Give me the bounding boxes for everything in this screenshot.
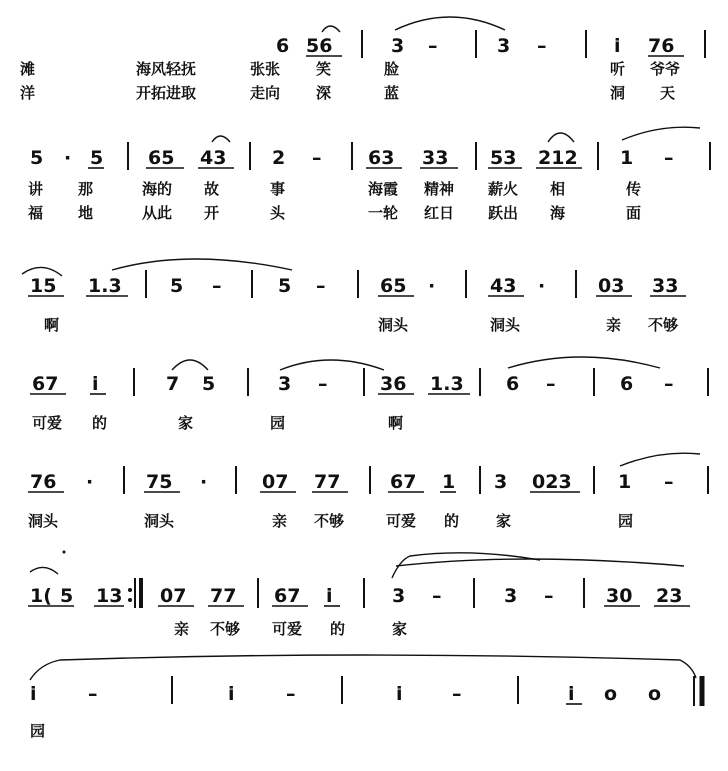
note-group: 07 [160, 585, 187, 607]
note-group: 33 [422, 147, 449, 169]
tie-arc [622, 127, 700, 140]
note: i [614, 35, 621, 57]
note-group: 77 [314, 471, 341, 493]
lyric: 洞头 [144, 512, 175, 530]
note: 3 [392, 585, 406, 607]
note-group: 1( [30, 585, 52, 607]
lyric: 面 [626, 204, 642, 222]
staff-row-3 [22, 259, 686, 334]
note-group: 67 [32, 373, 59, 395]
tie-arc [172, 360, 208, 370]
note-group: 36 [380, 373, 407, 395]
note: 5 [278, 275, 292, 297]
lyric: 开拓进取 [136, 84, 197, 102]
lyric: 地 [78, 204, 94, 222]
lyric: 啊 [44, 316, 60, 334]
dash: – [432, 585, 442, 607]
note: i [326, 585, 333, 607]
lyric: 园 [30, 722, 46, 740]
note: 5 [90, 147, 104, 169]
lyric: 不够 [210, 620, 241, 638]
lyric: 故 [204, 180, 220, 198]
note: i [30, 683, 37, 705]
note: 6 [276, 35, 290, 57]
dot: · [64, 147, 72, 169]
dash: – [316, 275, 326, 297]
note-group: 65 [148, 147, 175, 169]
lyric: 家 [392, 620, 408, 638]
note-group: 43 [490, 275, 517, 297]
note-group: 33 [652, 275, 679, 297]
note: i [228, 683, 235, 705]
lyric: 亲 [606, 316, 622, 334]
tie-arc [508, 357, 660, 368]
note: i [92, 373, 99, 395]
note: 5 [170, 275, 184, 297]
dash: – [452, 683, 462, 705]
staff-row-5 [28, 453, 708, 530]
lyric: 红日 [424, 204, 455, 222]
lyric: 洋 [20, 84, 36, 102]
dot: · [200, 471, 208, 493]
lyric: 脸 [384, 60, 400, 78]
lyric: 那 [78, 180, 94, 198]
note: i [568, 683, 575, 705]
tie-arc [30, 567, 58, 574]
note-group: 212 [538, 147, 578, 169]
lyric: 洞头 [28, 512, 59, 530]
tie-arc [620, 453, 700, 466]
tie-arc [280, 360, 384, 370]
dash: – [88, 683, 98, 705]
lyric: 不够 [648, 316, 679, 334]
tie-arc [548, 133, 574, 142]
dash: – [286, 683, 296, 705]
lyric: 洞 [610, 84, 626, 102]
lyric: 可爱 [32, 414, 63, 432]
dash: – [212, 275, 222, 297]
dash: – [537, 35, 547, 57]
note-group: 43 [200, 147, 227, 169]
lyric: 听 [610, 60, 626, 78]
tie-arc [112, 259, 292, 270]
staff-row-2 [27, 127, 710, 222]
lyric: 可爱 [272, 620, 303, 638]
lyric: 家 [496, 512, 512, 530]
lyric: 海的 [142, 180, 173, 198]
staff-row-1 [20, 17, 705, 102]
lyric: 走向 [250, 84, 281, 102]
note-group: 03 [598, 275, 625, 297]
lyric: 事 [270, 180, 286, 198]
lyric: 海 [550, 204, 566, 222]
rest: o [648, 683, 662, 705]
note-group: 1.3 [88, 275, 122, 297]
lyric: 薪火 [488, 180, 519, 198]
lyric: 滩 [20, 60, 36, 78]
note-group: 53 [490, 147, 517, 169]
note-group: 23 [656, 585, 683, 607]
dash: – [546, 373, 556, 395]
lyric: 蓝 [384, 84, 400, 102]
dash: – [664, 373, 674, 395]
note: 6 [620, 373, 634, 395]
note-group: 07 [262, 471, 289, 493]
note: 3 [391, 35, 405, 57]
note: 3 [278, 373, 292, 395]
note-group: 65 [380, 275, 407, 297]
dash: – [318, 373, 328, 395]
note: 5 [60, 585, 74, 607]
note: i [396, 683, 403, 705]
note-group: 30 [606, 585, 633, 607]
lyric: 头 [270, 204, 286, 222]
lyric: 洞头 [490, 316, 521, 334]
note: 7 [166, 373, 180, 395]
lyric: 跃出 [488, 204, 519, 222]
lyric: 开 [204, 204, 220, 222]
tie-arc [212, 136, 230, 142]
rest: o [604, 683, 618, 705]
dot: · [428, 275, 436, 297]
lyric: 海霞 [368, 180, 399, 198]
lyric: 福 [28, 204, 44, 222]
lyric: 园 [618, 512, 634, 530]
tie-arc [392, 553, 540, 578]
lyric: 亲 [174, 620, 190, 638]
lyric: 洞头 [378, 316, 409, 334]
lyric: 传 [626, 180, 642, 198]
tie-arc [30, 655, 696, 680]
lyric: 海风轻抚 [136, 60, 197, 78]
note: 3 [504, 585, 518, 607]
note: 1 [618, 471, 632, 493]
note-group: 77 [210, 585, 237, 607]
repeat-dot [128, 598, 132, 602]
lyric: 爷爷 [650, 60, 681, 78]
note-group: 63 [368, 147, 395, 169]
lyric: 不够 [314, 512, 345, 530]
dash: – [312, 147, 322, 169]
note: 3 [497, 35, 511, 57]
tie-arc [396, 559, 684, 566]
lyric: 的 [330, 620, 346, 638]
lyric: 笑 [316, 60, 332, 78]
note-group: 13 [96, 585, 123, 607]
note-group: 75 [146, 471, 173, 493]
lyric: 的 [92, 414, 108, 432]
staff-row-7 [30, 655, 702, 740]
repeat-dot [128, 588, 132, 592]
note: 3 [494, 471, 508, 493]
dash: – [664, 147, 674, 169]
lyric: 一轮 [368, 204, 399, 222]
tie-arc [395, 17, 505, 30]
note: 5 [30, 147, 44, 169]
note-group: 76 [30, 471, 57, 493]
dash: – [664, 471, 674, 493]
note-group: 76 [648, 35, 675, 57]
note: 5 [202, 373, 216, 395]
lyric: 亲 [272, 512, 288, 530]
lyric: 深 [316, 84, 332, 102]
note: 2 [272, 147, 286, 169]
dot: · [538, 275, 546, 297]
lyric: 张张 [250, 60, 281, 78]
lyric: 从此 [142, 204, 173, 222]
lyric: 园 [270, 414, 286, 432]
lyric: 的 [444, 512, 460, 530]
lyric: 可爱 [386, 512, 417, 530]
note-group: 67 [390, 471, 417, 493]
lyric: 啊 [388, 414, 404, 432]
stray-dot [63, 551, 66, 554]
lyric: 精神 [424, 180, 455, 198]
dot: · [86, 471, 94, 493]
note-group: 56 [306, 35, 333, 57]
lyric: 讲 [28, 180, 44, 198]
dash: – [544, 585, 554, 607]
note: 6 [506, 373, 520, 395]
note: 1 [442, 471, 456, 493]
lyric: 相 [550, 180, 566, 198]
lyric: 天 [660, 84, 676, 102]
staff-row-4 [30, 357, 708, 432]
note-group: 023 [532, 471, 572, 493]
note-group: 67 [274, 585, 301, 607]
tie-arc [322, 26, 340, 32]
note-group: 1.3 [430, 373, 464, 395]
note: 1 [620, 147, 634, 169]
lyric: 家 [178, 414, 194, 432]
note-group: 15 [30, 275, 57, 297]
dash: – [428, 35, 438, 57]
staff-row-6 [28, 551, 690, 639]
